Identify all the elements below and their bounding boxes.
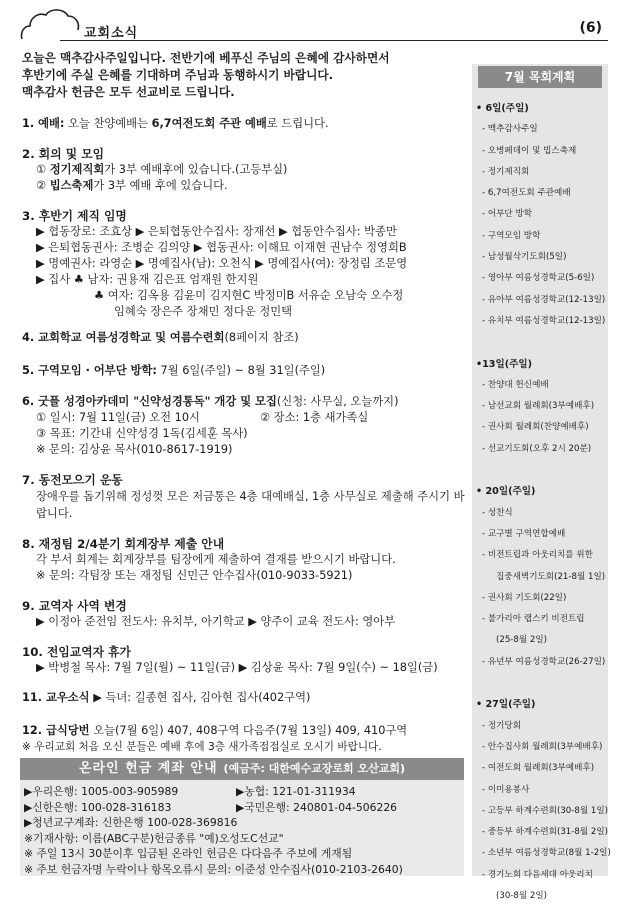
item-ledger	[22, 536, 466, 584]
intro-line: 오늘은 맥추감사주일입니다. 전반기에 베푸신 주님의 은혜에 감사하면서	[22, 51, 390, 65]
item-title: 2. 회의 및 모임	[22, 147, 104, 161]
plan-item: - 유아부 여름성경학교(12-13일)	[482, 294, 606, 305]
appointment-line: ▶ 은퇴협동권사: 조병순 김의양 ▶ 협동권사: 이해묘 이재현 권남수 정영희B	[36, 241, 407, 254]
plan-item: - 영아부 여름성경학교(5-6일)	[482, 273, 595, 284]
item-title: 9. 교역자 사역 변경	[22, 599, 127, 613]
plan-item: (25-8월 2일)	[496, 635, 548, 646]
monthly-plan-sidebar	[472, 64, 611, 901]
item-note: (8페이지 참조)	[224, 331, 299, 344]
section-title: 교회소식	[84, 26, 139, 41]
item-vacation	[22, 363, 466, 379]
item-text: ▶ 박병철 목사: 7월 7일(월) ~ 11일(금) ▶ 김상윤 목사: 7월 9일(수) ~ 18일(금)	[36, 661, 438, 674]
item-text: 7월 6일(주일) ~ 8월 31일(주일)	[156, 364, 326, 377]
bank-title-text: 온라인 헌금 계좌 안내	[78, 761, 218, 776]
plan-item: - 정기당회	[482, 720, 522, 731]
item-highlight: 정기제직회	[49, 163, 105, 176]
item-appointments	[22, 208, 466, 320]
plan-item: (30-8월 2일)	[496, 890, 548, 901]
plan-item: - 고등부 하계수련회(30-8월 1일)	[482, 805, 608, 816]
item-text: 오늘 찬양예배는	[64, 117, 152, 130]
plan-date: • 6일(주일)	[476, 103, 529, 114]
news-content	[22, 50, 466, 753]
plan-item: - 남선교회 월례회(3부예배후)	[482, 401, 595, 412]
plan-item: - 유년부 여름성경학교(26-27일)	[482, 656, 606, 667]
bank-note: ※ 주일 13시 30분이후 입금된 온라인 헌금은 다다음주 주보에 게재됨	[24, 847, 353, 860]
item-academy	[22, 394, 466, 458]
plan-item: - 정기제직회	[482, 166, 530, 177]
item-highlight: 빕스축제	[49, 179, 94, 192]
appointment-line: 임혜숙 장은주 장채민 정다운 정민택	[114, 305, 293, 318]
item-member-news	[22, 690, 466, 706]
plan-item: - 성찬식	[482, 507, 513, 518]
plan-item: - 안수집사회 월례회(3부예배후)	[482, 741, 603, 752]
item-title: 4. 교회학교 여름성경학교 및 여름수련회	[22, 331, 225, 344]
plan-item: - 소년부 여름성경학교(8월 1-2일)	[482, 848, 611, 859]
item-title: 3. 후반기 제직 임명	[22, 209, 127, 223]
appointment-line: ▶ 명예권사: 라영순 ▶ 명예집사(남): 오천식 ▶ 명예집사(여): 장정림 조문영	[36, 257, 408, 270]
item-worship	[22, 116, 466, 132]
plan-item: - 어부단 방학	[482, 209, 533, 220]
cloud-icon	[18, 6, 80, 40]
intro-line: 맥추감사 헌금은 모두 선교비로 드립니다.	[22, 85, 235, 99]
academy-goal: ③ 목표: 기간내 신약성경 1독(김세훈 목사)	[36, 427, 248, 440]
plan-item: - 여전도회 월례회(3부예배후)	[482, 763, 595, 774]
item-contact: ※ 문의: 각팀장 또는 재정팀 신민근 안수집사(010-9033-5921)	[36, 569, 353, 582]
item-title: 11. 교우소식	[22, 691, 90, 704]
item-staff-leave	[22, 644, 466, 676]
plan-item: - 6,7여전도회 주관예배	[482, 188, 571, 199]
plan-date: • 27일(주일)	[476, 699, 536, 711]
item-staff-change	[22, 598, 466, 630]
item-text: ▶ 이정아 준전임 전도사: 유치부, 아기학교 ▶ 양주이 교육 전도사: 영아부	[36, 615, 396, 628]
intro-message	[22, 50, 466, 101]
bank-account: ▶신한은행: 100-028-316183	[24, 800, 172, 814]
list-number: ①	[36, 163, 50, 176]
plan-date: •13일(주일)	[476, 358, 533, 370]
appointment-line: ▶ 협동장로: 조효상 ▶ 은퇴협동안수집사: 장재선 ▶ 협동안수집사: 박종만	[36, 225, 397, 238]
online-offering-box	[20, 758, 464, 876]
intro-line: 후반기에 주실 은혜를 기대하며 주님과 동행하시기 바랍니다.	[22, 68, 334, 82]
academy-contact: ※ 문의: 김상윤 목사(010-8617-1919)	[36, 443, 233, 456]
item-text: 각 부서 회계는 회계장부를 팀장에게 제출하여 결재를 받으시기 바랍니다.	[36, 553, 396, 566]
item-title: 1. 예배:	[22, 117, 65, 130]
plan-item: 집중새벽기도회(21-8월 1일)	[496, 571, 606, 582]
plan-item: - 오병페데이 및 빕스축제	[482, 145, 577, 156]
bank-account: ▶우리은행: 1005-003-905989	[24, 785, 179, 798]
item-title: 8. 재정팀 2/4분기 회계장부 제출 안내	[22, 537, 225, 551]
page-number: (6)	[579, 20, 602, 36]
academy-date: ① 일시: 7월 11일(금) 오전 10시	[36, 411, 200, 424]
item-meetings	[22, 146, 466, 194]
academy-place: ② 장소: 1층 새가족실	[259, 411, 369, 424]
sidebar-title: 7월 목회계획	[478, 66, 602, 88]
plan-item: - 맥추감사주일	[482, 124, 538, 135]
plan-item: - 구역모임 방학	[482, 230, 541, 241]
item-title: 7. 동전모으기 운동	[22, 473, 123, 487]
header-rule	[60, 40, 608, 41]
item-text: 가 3부 예배 후에 있습니다.	[93, 179, 228, 192]
plan-item: - 남성월삭기도회(5일)	[482, 252, 567, 263]
item-text: 장애우를 돕기위해 정성껏 모은 저금통은 4층 대예배실, 1층 사무실로 제출해 주시기 바랍니다.	[36, 490, 465, 520]
bank-note: ※ 주보 헌금자명 누락이나 항목오류시 문의: 이준성 안수집사(010-2103-2640)	[24, 862, 403, 876]
plan-item: - 권사회 기도회(22일)	[482, 592, 567, 603]
item-meal-duty	[22, 723, 466, 755]
appointment-line: ▶ 집사 ♣ 남자: 권용재 김은표 엄재원 한지원	[36, 273, 259, 286]
plan-item: - 교구별 구역연합예배	[482, 528, 566, 539]
plan-item: - 유치부 여름성경학교(12-13일)	[482, 315, 606, 326]
plan-item: - 경기노회 다음세대 아웃리치	[482, 869, 593, 880]
bank-box-title	[20, 758, 464, 780]
item-text: ▶ 득녀: 길종현 집사, 김아현 집사(402구역)	[89, 691, 311, 704]
bank-note: ※기재사항: 이름(ABC구분)헌금종류 "예)오성도C선교"	[24, 831, 284, 845]
item-text: 로 드립니다.	[266, 117, 329, 130]
bank-title-note: (예금주: 대한예수교장로회 오산교회)	[223, 762, 406, 775]
plan-item: - 비전트립과 아웃리치를 위한	[482, 550, 593, 561]
item-title: 6. 굿플 성경아카데미 "신약성경통독" 개강 및 모집	[22, 395, 277, 408]
item-title: 5. 구역모임 · 어부단 방학:	[22, 364, 157, 377]
plan-date: • 20일(주일)	[476, 486, 536, 498]
plan-item: - 불가리아 랩스키 비전트립	[482, 614, 585, 625]
item-title: 10. 전임교역자 휴가	[22, 645, 131, 659]
plan-item: - 중등부 하계수련회(31-8월 2일)	[482, 827, 608, 838]
appointment-line: ♣ 여자: 김옥용 김윤미 김지현C 박정미B 서유순 오남숙 오수정	[94, 289, 404, 302]
item-title: 12. 급식당번	[22, 724, 90, 737]
plan-item: - 찬양대 헌신예배	[482, 379, 549, 390]
plan-list	[472, 88, 611, 907]
page-header	[0, 0, 628, 46]
plan-item: - 이미용봉사	[482, 784, 530, 795]
bank-account: ▶국민은행: 240801-04-506226	[236, 800, 398, 814]
item-text: 오늘(7월 6일) 407, 408구역 다음주(7월 13일) 409, 410구역	[89, 724, 408, 737]
plan-item: - 권사회 월례회(찬양예배후)	[482, 422, 589, 433]
bank-account: ▶농협: 121-01-311934	[236, 785, 356, 798]
visitor-note: ※ 우리교회 처음 오신 분들은 예배 후에 3층 새가족접접실로 오시기 바랍니다.	[22, 741, 382, 753]
item-coin-drive	[22, 472, 466, 522]
plan-item: - 선교기도회(오후 2시 20분)	[482, 443, 592, 454]
item-note: (신청: 사무실, 오늘까지)	[276, 395, 399, 408]
bank-account: ▶청년교구계좌: 신한은행 100-028-369816	[24, 816, 238, 829]
list-number: ②	[36, 179, 50, 192]
item-summer-school	[22, 330, 466, 346]
item-highlight: 6,7여전도회 주관 예배	[151, 117, 267, 130]
item-text: 가 3부 예배후에 있습니다.(고등부실)	[104, 163, 288, 176]
